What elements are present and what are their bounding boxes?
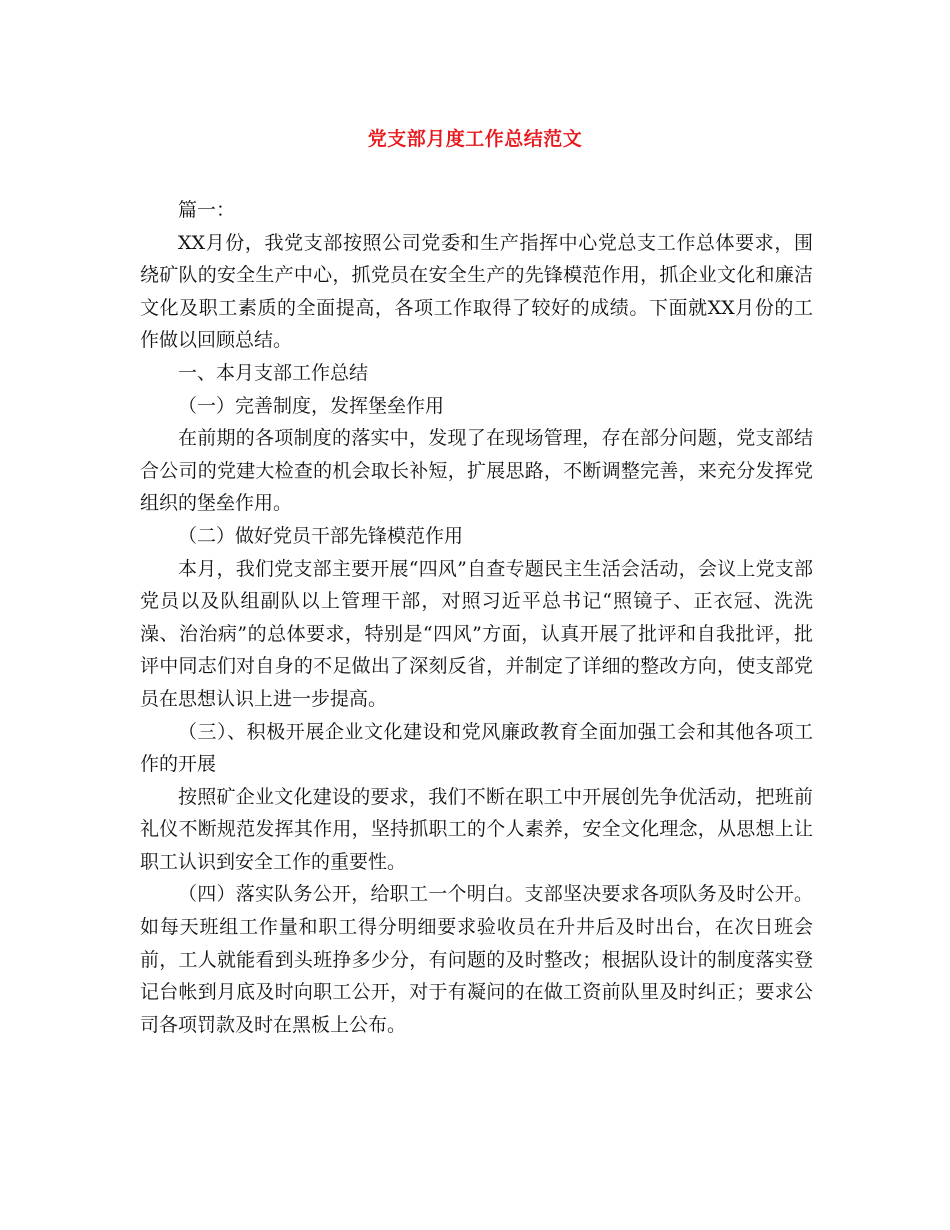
body-paragraph-4: （四）落实队务公开，给职工一个明白。支部坚决要求各项队务及时公开。如每天班组工作量和职工得分明细要求验收员在升井后及时出台，在次日班会前，工人就能看到头班挣多少分，有问题的及时整改；根据队设计的制度落实登记台帐到月底及时向职工公开，对于有凝问的在做工资前队里及时纠正；要求公司各项罚款及时在黑板上公布。 [140, 883, 813, 1036]
document-body [140, 194, 813, 1041]
section-label: 篇一： [178, 199, 236, 221]
body-paragraph-2: 本月，我们党支部主要开展“四风”自查专题民主生活会活动，会议上党支部党员以及队组副队以上管理干部，对照习近平总书记“照镜子、正衣冠、洗洗澡、治治病”的总体要求，特别是“四风”方面，认真开展了批评和自我批评，批评中同志们对自身的不足做出了深刻反省，并制定了详细的整改方向，使支部党员在思想认识上进一步提高。 [140, 557, 813, 710]
body-paragraph-3: 按照矿企业文化建设的要求，我们不断在职工中开展创先争优活动，把班前礼仪不断规范发挥其作用，坚持抓职工的个人素养，安全文化理念，从思想上让职工认识到安全工作的重要性。 [140, 785, 813, 873]
body-paragraph-1: 在前期的各项制度的落实中，发现了在现场管理，存在部分问题，党支部结合公司的党建大检查的机会取长补短，扩展思路，不断调整完善，来充分发挥党组织的堡垒作用。 [140, 427, 813, 515]
intro-paragraph: XX月份，我党支部按照公司党委和生产指挥中心党总支工作总体要求，围绕矿队的安全生产中心，抓党员在安全生产的先锋模范作用，抓企业文化和廉洁文化及职工素质的全面提高，各项工作取得了较好的成绩。下面就XX月份的工作做以回顾总结。 [140, 231, 813, 352]
document-title: 党支部月度工作总结范文 [367, 128, 583, 150]
subsection-heading-3: （三）、积极开展企业文化建设和党风廉政教育全面加强工会和其他各项工作的开展 [140, 720, 813, 776]
section-heading: 一、本月支部工作总结 [178, 361, 369, 384]
subsection-heading-2: （二）做好党员干部先锋模范作用 [178, 524, 464, 547]
subsection-heading-1: （一）完善制度，发挥堡垒作用 [178, 394, 445, 417]
